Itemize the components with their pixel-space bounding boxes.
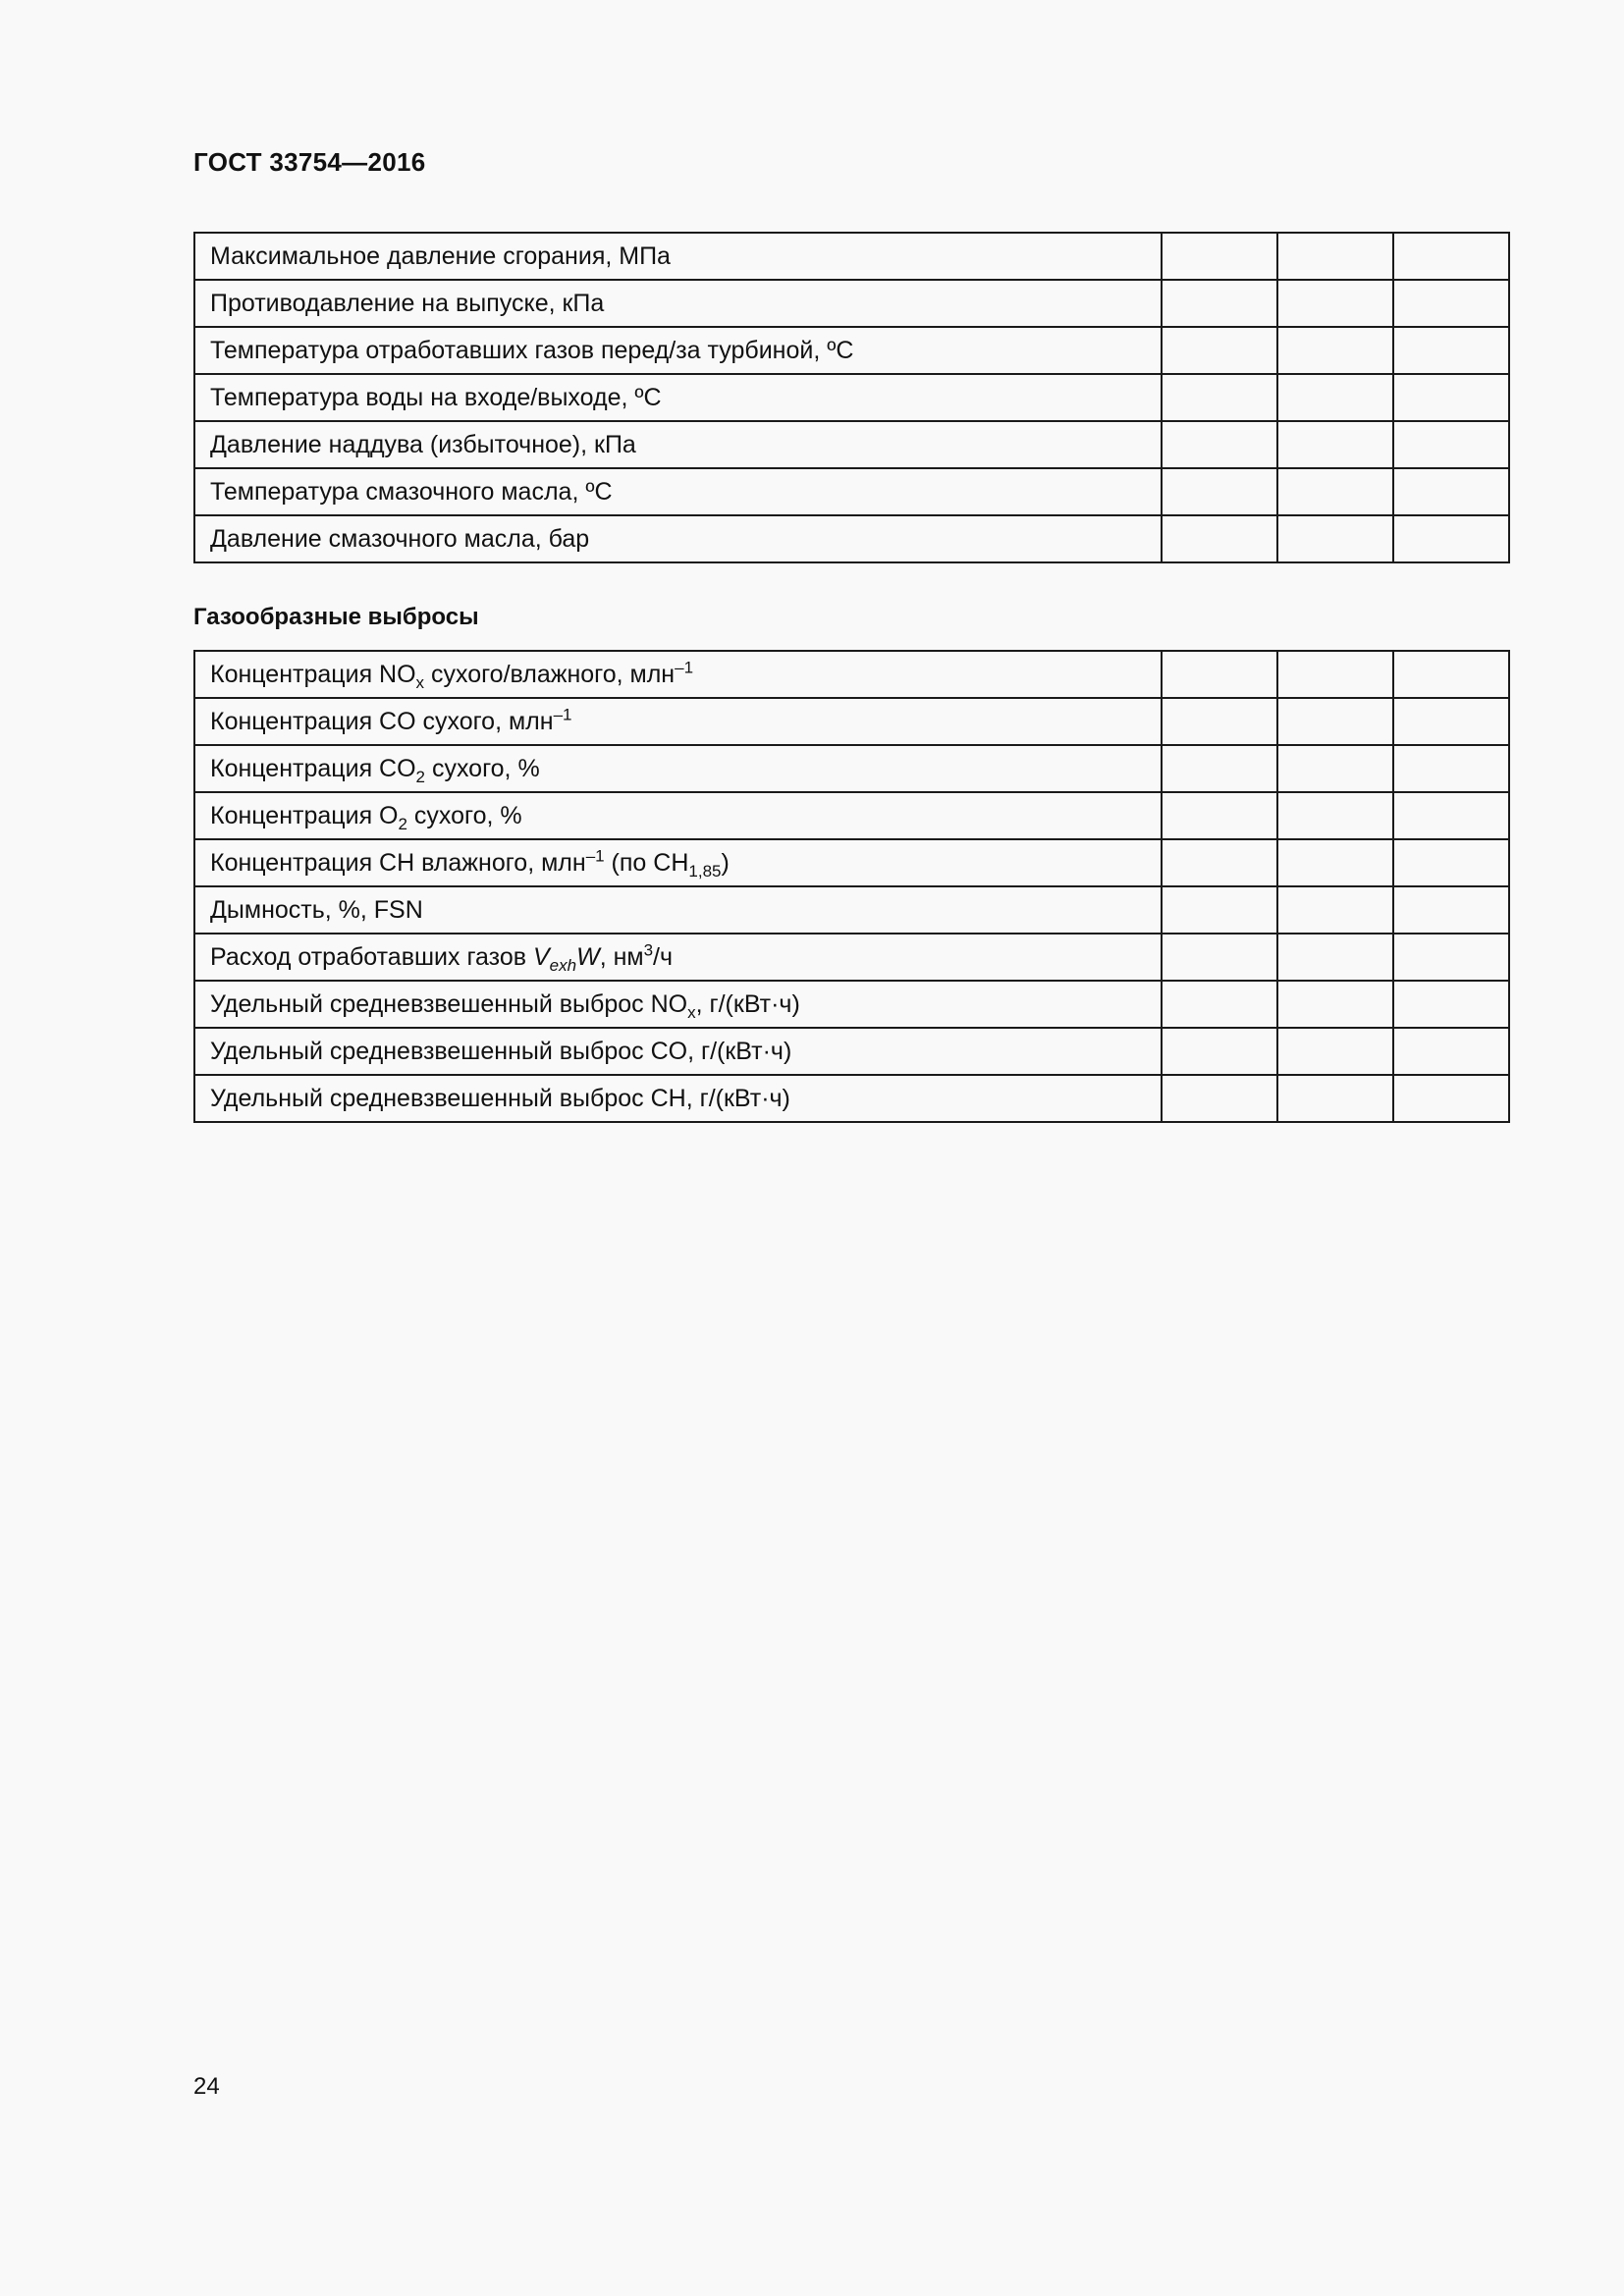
value-cell	[1393, 886, 1509, 934]
row-label: Концентрация CH влажного, млн$^{-1}$ (по $CH_{1,85}$)	[194, 839, 1162, 886]
row-label: Концентрация $CO_2$ сухого, %	[194, 745, 1162, 792]
value-cell	[1277, 1028, 1393, 1075]
table-row	[194, 651, 1509, 698]
table-row	[194, 934, 1509, 981]
row-label: Температура воды на входе/выходе, ºС	[194, 374, 1162, 421]
row-label: Расход отработавших газов $V_{exh}W$, $нм^3/ч$	[194, 934, 1162, 981]
value-cell	[1162, 1028, 1277, 1075]
table-row	[194, 698, 1509, 745]
value-cell	[1277, 792, 1393, 839]
value-cell	[1277, 934, 1393, 981]
value-cell	[1162, 374, 1277, 421]
value-cell	[1277, 745, 1393, 792]
table-row	[194, 468, 1509, 515]
value-cell	[1162, 886, 1277, 934]
row-label: Максимальное давление сгорания, МПа	[194, 233, 1162, 280]
value-cell	[1162, 327, 1277, 374]
value-cell	[1393, 327, 1509, 374]
table-row	[194, 280, 1509, 327]
table-row	[194, 886, 1509, 934]
value-cell	[1393, 1075, 1509, 1122]
value-cell	[1277, 839, 1393, 886]
value-cell	[1393, 421, 1509, 468]
table-row	[194, 1075, 1509, 1122]
value-cell	[1162, 468, 1277, 515]
value-cell	[1393, 515, 1509, 562]
row-label: Давление смазочного масла, бар	[194, 515, 1162, 562]
value-cell	[1277, 981, 1393, 1028]
value-cell	[1162, 515, 1277, 562]
value-cell	[1393, 698, 1509, 745]
value-cell	[1393, 981, 1509, 1028]
table-row	[194, 1028, 1509, 1075]
value-cell	[1162, 745, 1277, 792]
table-row	[194, 233, 1509, 280]
row-label: Удельный средневзвешенный выброс $NO_x$, г/(кВт·ч)	[194, 981, 1162, 1028]
value-cell	[1162, 698, 1277, 745]
value-cell	[1162, 934, 1277, 981]
value-cell	[1162, 233, 1277, 280]
value-cell	[1393, 839, 1509, 886]
gaseous-emissions-table	[193, 650, 1510, 1123]
value-cell	[1162, 792, 1277, 839]
value-cell	[1277, 698, 1393, 745]
value-cell	[1277, 515, 1393, 562]
value-cell	[1393, 745, 1509, 792]
row-label: Температура отработавших газов перед/за турбиной, ºС	[194, 327, 1162, 374]
row-label: Концентрация CO сухого, млн$^{-1}$	[194, 698, 1162, 745]
value-cell	[1162, 1075, 1277, 1122]
table-row	[194, 327, 1509, 374]
value-cell	[1277, 651, 1393, 698]
value-cell	[1277, 421, 1393, 468]
value-cell	[1393, 468, 1509, 515]
value-cell	[1277, 886, 1393, 934]
row-label: Концентрация $O_2$ сухого, %	[194, 792, 1162, 839]
engine-parameters-table	[193, 232, 1510, 563]
table-row	[194, 515, 1509, 562]
row-label: Противодавление на выпуске, кПа	[194, 280, 1162, 327]
section-heading: Газообразные выбросы	[193, 604, 479, 630]
value-cell	[1162, 651, 1277, 698]
table-row	[194, 374, 1509, 421]
table-row	[194, 792, 1509, 839]
value-cell	[1393, 934, 1509, 981]
value-cell	[1277, 233, 1393, 280]
table-row	[194, 981, 1509, 1028]
value-cell	[1162, 421, 1277, 468]
row-label: Удельный средневзвешенный выброс CO, г/(кВт·ч)	[194, 1028, 1162, 1075]
value-cell	[1277, 374, 1393, 421]
value-cell	[1393, 792, 1509, 839]
value-cell	[1393, 374, 1509, 421]
value-cell	[1277, 280, 1393, 327]
row-label: Температура смазочного масла, ºС	[194, 468, 1162, 515]
value-cell	[1277, 1075, 1393, 1122]
row-label: Концентрация $NO_x$ сухого/влажного, млн$^{-1}$	[194, 651, 1162, 698]
table-row	[194, 745, 1509, 792]
table-row	[194, 421, 1509, 468]
table-row	[194, 839, 1509, 886]
row-label: Удельный средневзвешенный выброс CH, г/(кВт·ч)	[194, 1075, 1162, 1122]
row-label: Давление наддува (избыточное), кПа	[194, 421, 1162, 468]
value-cell	[1393, 280, 1509, 327]
value-cell	[1277, 327, 1393, 374]
value-cell	[1162, 839, 1277, 886]
row-label: Дымность, %, FSN	[194, 886, 1162, 934]
value-cell	[1393, 233, 1509, 280]
value-cell	[1162, 280, 1277, 327]
value-cell	[1162, 981, 1277, 1028]
value-cell	[1393, 651, 1509, 698]
value-cell	[1393, 1028, 1509, 1075]
page-number: 24	[193, 2073, 220, 2100]
value-cell	[1277, 468, 1393, 515]
document-code: ГОСТ 33754—2016	[193, 147, 426, 177]
